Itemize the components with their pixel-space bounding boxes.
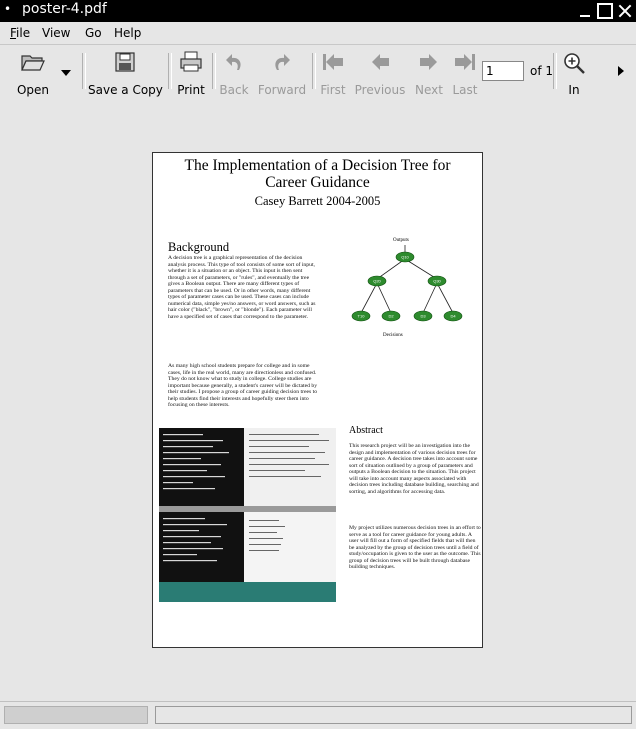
open-label: Open xyxy=(16,83,50,97)
minimize-icon[interactable] xyxy=(577,2,595,20)
poster-author: Casey Barrett 2004-2005 xyxy=(254,194,381,208)
close-icon[interactable] xyxy=(616,2,634,20)
menu-help[interactable]: Help xyxy=(114,26,142,40)
folder-open-icon xyxy=(20,51,46,73)
first-label: First xyxy=(320,83,346,97)
arrow-left-icon xyxy=(369,51,391,73)
background-paragraph-1: A decision tree is a graphical representation of the decision analysis process. This type of tool consists of some sort of input, whether it is a situation or an object. This input is then sent through a set of parameters, or "rules", and eventually the tree gives a Boolean output. There are many different types of parameters that can be used. Or in other words, many different types of parameter cases can be used. These cases can include numerical data, simple yes/no answers, or word answers, such as hair color ("black", "brown", or "blonde"). Each parameter will have a specified set of cases that correspond to the parameter. xyxy=(168,255,316,320)
status-bar xyxy=(0,701,636,729)
toolbar-separator xyxy=(82,53,86,89)
progress-area xyxy=(4,706,148,724)
document-view[interactable] xyxy=(0,97,636,701)
tree-node-label: D4 xyxy=(450,313,456,319)
print-label: Print xyxy=(177,83,205,97)
tree-bottom-label: Decisions xyxy=(383,333,403,338)
next-label: Next xyxy=(415,83,443,97)
arrow-right-icon xyxy=(418,51,440,73)
forward-button[interactable] xyxy=(256,49,308,95)
last-page-button[interactable] xyxy=(448,49,482,95)
back-button[interactable] xyxy=(216,49,252,95)
background-heading: Background xyxy=(168,240,230,254)
abstract-paragraph-1: This research project will be an investigation into the design and implementation of various decision trees for career guidance. A decision tree takes into account some sort of situation outlined by a group of parameters and outputs a Boolean decision to the situation. This project will take into account many aspects associated with decision trees including database building, searching and sorting, and algorithms for accessing data. xyxy=(349,443,479,495)
first-page-icon xyxy=(321,51,345,73)
save-copy-button[interactable] xyxy=(88,49,162,95)
printer-icon xyxy=(179,51,203,73)
previous-label: Previous xyxy=(354,83,406,97)
page-count-label: of 1 xyxy=(530,64,554,78)
title-bar xyxy=(0,0,636,22)
menu-bar xyxy=(0,22,636,45)
menu-go[interactable]: Go xyxy=(85,26,102,40)
maximize-icon[interactable] xyxy=(597,3,613,19)
menu-file-label: ile xyxy=(16,26,31,40)
page-number-input[interactable] xyxy=(482,61,524,81)
tree-node-label: D2 xyxy=(388,313,394,319)
menu-view[interactable]: View xyxy=(42,26,71,40)
toolbar xyxy=(0,45,636,98)
toolbar-separator xyxy=(168,53,172,89)
last-page-icon xyxy=(453,51,477,73)
save-copy-label: Save a Copy xyxy=(88,83,163,97)
floppy-disk-icon xyxy=(114,51,136,73)
tree-top-label: Outputs xyxy=(393,238,409,243)
next-page-button[interactable] xyxy=(412,49,446,95)
forward-label: Forward xyxy=(257,83,307,97)
poster-title: The Implementation of a Decision Tree for Career Guidance xyxy=(184,157,451,191)
tree-node-label: D3 xyxy=(420,313,426,319)
zoom-in-button[interactable] xyxy=(558,49,590,95)
tree-node-label: T10 xyxy=(357,313,365,319)
abstract-paragraph-2: My project utilizes numerous decision trees in an effort to serve as a tool for career guidance for young adults. A user will fill out a form of specified fields that will then be analyzed by the group of decision trees until a field of study/occupation is given to the user as the outcome. This group of decision trees will be built through database building techniques. xyxy=(349,525,481,570)
abstract-heading: Abstract xyxy=(349,425,383,436)
last-label: Last xyxy=(452,83,478,97)
first-page-button[interactable] xyxy=(316,49,350,95)
window-menu-icon[interactable]: • xyxy=(4,2,12,16)
decision-tree-diagram xyxy=(343,235,463,343)
toolbar-overflow-icon[interactable] xyxy=(617,65,625,77)
redo-arrow-icon xyxy=(271,51,293,73)
zoom-in-label: In xyxy=(568,83,580,97)
toolbar-separator xyxy=(553,53,557,89)
background-paragraph-2: As many high school students prepare for college and in some cases, life in the real world, many are directionless and confused. They do not know what to study in college. College studies are important because generally, a student's career will be dictated by their studies. I propose a group of career guiding decision trees to help students find their interests and hopefully steer them into focusing on these interests. xyxy=(168,363,318,408)
print-button[interactable] xyxy=(174,49,208,95)
undo-arrow-icon xyxy=(223,51,245,73)
status-message-area xyxy=(155,706,632,724)
chevron-down-icon xyxy=(60,69,72,77)
tree-node-label: Q20 xyxy=(373,278,381,284)
pdf-page xyxy=(152,152,483,648)
tree-node-label: Q10 xyxy=(401,254,409,260)
window-title: poster-4.pdf xyxy=(22,1,107,17)
application-screenshots-image xyxy=(159,428,336,602)
zoom-in-icon xyxy=(562,51,586,75)
tree-node-label: Q30 xyxy=(433,278,441,284)
open-button[interactable] xyxy=(12,49,54,95)
back-label: Back xyxy=(219,83,249,97)
previous-page-button[interactable] xyxy=(352,49,408,95)
menu-file[interactable]: File xyxy=(10,26,31,40)
open-menu-button[interactable] xyxy=(56,49,76,95)
